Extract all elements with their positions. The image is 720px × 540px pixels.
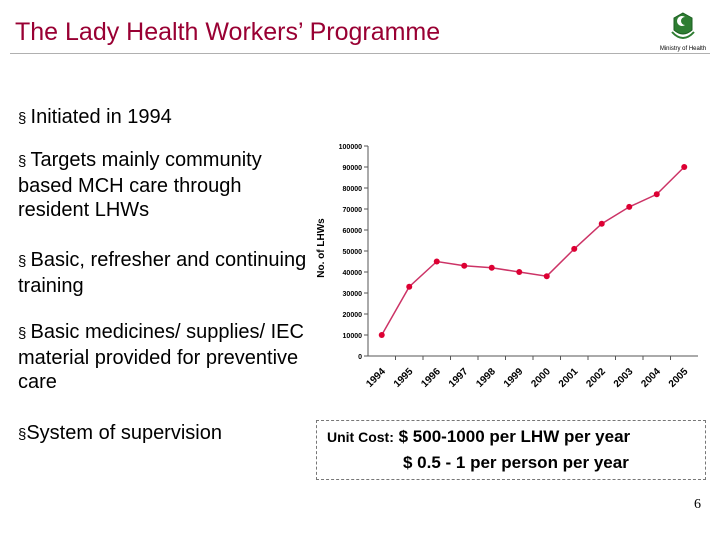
x-tick-label: 2000: [529, 366, 553, 390]
y-tick-label: 50000: [342, 249, 362, 256]
unit-cost-line-1: [327, 427, 630, 447]
y-tick-label: 70000: [342, 207, 362, 214]
bullet-training: § Basic, refresher and continuing training: [18, 249, 307, 297]
y-tick-label: 80000: [342, 186, 362, 193]
y-tick-label: 10000: [342, 333, 362, 340]
bullet-text: Basic, refresher and continuing training: [18, 249, 307, 297]
x-tick-label: 1999: [501, 366, 526, 390]
x-tick-label: 1996: [419, 366, 443, 390]
bullet-text: Targets mainly community based MCH care through resident LHWs: [18, 149, 262, 221]
data-point: [406, 284, 412, 290]
bullet-text: System of supervision: [26, 422, 222, 444]
x-tick-label: 2005: [666, 366, 691, 390]
series-line: [382, 167, 685, 335]
title-divider: [10, 53, 710, 54]
data-point: [434, 259, 440, 265]
x-tick-label: 1994: [364, 366, 388, 390]
bullet-supervision: §System of supervision: [18, 422, 222, 444]
bullet-initiated: § Initiated in 1994: [18, 106, 172, 128]
x-tick-label: 2002: [584, 366, 608, 390]
bullet-text: Basic medicines/ supplies/ IEC material provided for preventive care: [18, 321, 304, 393]
y-tick-label: 90000: [342, 165, 362, 172]
page-number: 6: [694, 497, 701, 512]
y-tick-label: 30000: [342, 291, 362, 298]
data-point: [654, 191, 660, 197]
data-point: [489, 265, 495, 271]
unit-cost-label: Unit Cost:: [327, 429, 394, 445]
bullet-text: Initiated in 1994: [30, 106, 172, 128]
y-tick-label: 20000: [342, 312, 362, 319]
x-tick-label: 1998: [474, 366, 498, 390]
emblem-icon: [668, 10, 698, 46]
cost-per-lhw: $ 500-1000 per LHW per year: [398, 427, 631, 446]
data-point: [461, 263, 467, 269]
cost-per-person: $ 0.5 - 1 per person per year: [403, 453, 629, 472]
y-tick-label: 40000: [342, 270, 362, 277]
data-point: [571, 246, 577, 252]
lhw-line-chart: [310, 136, 710, 406]
unit-cost-box: [316, 420, 706, 480]
ministry-logo: [652, 10, 714, 56]
slide-title: The Lady Health Workers’ Programme: [15, 18, 441, 46]
bullet-targets: § Targets mainly community based MCH care through resident LHWs: [18, 149, 262, 221]
bullet-medicines: § Basic medicines/ supplies/ IEC material provided for preventive care: [18, 321, 304, 393]
ministry-label: Ministry of Health: [659, 46, 707, 52]
data-point: [544, 273, 550, 279]
data-point: [516, 269, 522, 275]
x-tick-label: 2003: [611, 366, 636, 390]
data-point: [626, 204, 632, 210]
data-point: [681, 164, 687, 170]
y-axis-label: No. of LHWs: [316, 218, 327, 278]
y-tick-label: 100000: [338, 144, 362, 151]
x-tick-label: 2004: [639, 366, 663, 390]
data-point: [599, 221, 605, 227]
x-tick-label: 2001: [556, 366, 581, 390]
y-tick-label: 60000: [342, 228, 362, 235]
x-tick-label: 1995: [391, 366, 416, 390]
y-tick-label: 0: [358, 354, 362, 361]
data-point: [379, 332, 385, 338]
x-tick-label: 1997: [446, 366, 471, 390]
